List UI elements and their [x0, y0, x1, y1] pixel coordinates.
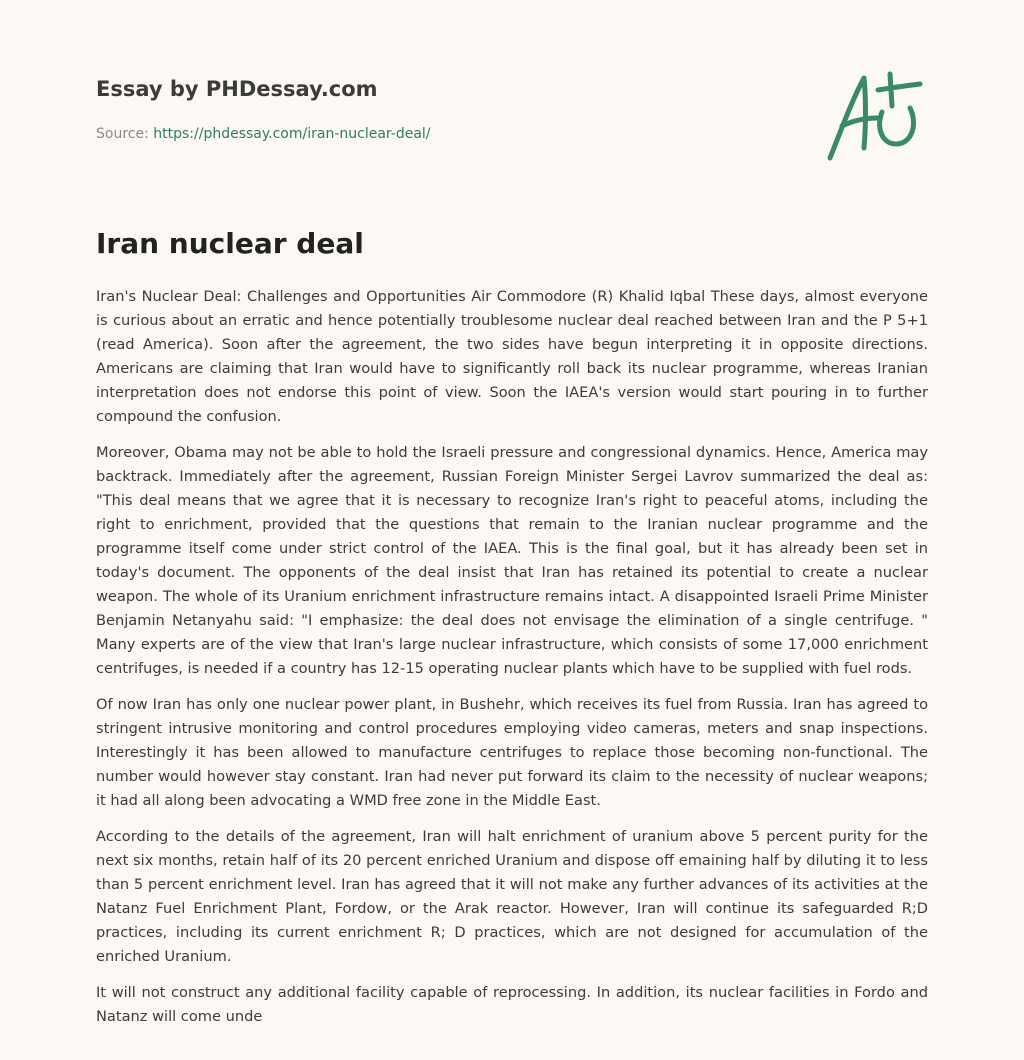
essay-paragraph-5: It will not construct any additional facility capable of reprocessing. In addition, its nuclear facilities in Fordo and Natanz will come unde [96, 984, 928, 1025]
a-plus-grade-icon [820, 68, 926, 164]
site-brand: Essay by PHDessay.com [96, 77, 378, 101]
essay-paragraph-3: Of now Iran has only one nuclear power plant, in Bushehr, which receives its fuel from Russia. Iran has agreed to stringent intrusive monitoring and control procedures employing video cameras, meters and snap inspections. Interestingly it has been allowed to manufacture centrifuges to replace those becoming non-functional. The number would however stay constant. Iran had never put forward its claim to the necessity of nuclear weapons; it had all along been advocating a WMD free zone in the Middle East. [96, 696, 928, 809]
page-header [96, 74, 796, 144]
essay-paragraph-1: Iran's Nuclear Deal: Challenges and Opportunities Air Commodore (R) Khalid Iqbal These days, almost everyone is curious about an erratic and hence potentially troublesome nuclear deal reached between Iran and the P 5+1 (read America). Soon after the agreement, the two sides have begun interpreting it in opposite directions. Americans are claiming that Iran would have to significantly roll back its nuclear programme, whereas Iranian interpretation does not endorse this point of view. Soon the IAEA's version would start pouring in to further compound the confusion. [96, 288, 928, 425]
essay-paragraph-2: Moreover, Obama may not be able to hold the Israeli pressure and congressional dynamics. Hence, America may backtrack. Immediately after the agreement, Russian Foreign Minister Sergei Lavrov summarized the deal as: "This deal means that we agree that it is necessary to recognize Iran's right to peaceful atoms, including the right to enrichment, provided that the questions that remain to the Iranian nuclear programme and the programme itself come under strict control of the IAEA. This is the final goal, but it has already been set in today's document. The opponents of the deal insist that Iran has retained its potential to create a nuclear weapon. The whole of its Uranium enrichment infrastructure remains intact. A disappointed Israeli Prime Minister Benjamin Netanyahu said: "I emphasize: the deal does not envisage the elimination of a single centrifuge. " Many experts are of the view that Iran's large nuclear infrastructure, which consists of some 17,000 enrichment centrifuges, is needed if a country has 12-15 operating nuclear plants which have to be supplied with fuel rods. [96, 444, 928, 677]
source-link[interactable]: https://phdessay.com/iran-nuclear-deal/ [153, 126, 431, 142]
source-line [96, 124, 796, 144]
essay-title: Iran nuclear deal [96, 227, 364, 260]
essay-body [96, 285, 928, 1041]
essay-paragraph-4: According to the details of the agreement, Iran will halt enrichment of uranium above 5 percent purity for the next six months, retain half of its 20 percent enriched Uranium and dispose off emaining half by diluting it to less than 5 percent enrichment level. Iran has agreed that it will not make any further advances of its activities at the Natanz Fuel Enrichment Plant, Fordow, or the Arak reactor. However, Iran will continue its safeguarded R;D practices, including its current enrichment R; D practices, which are not designed for accumulation of the enriched Uranium. [96, 828, 928, 965]
source-label: Source: [96, 126, 154, 142]
